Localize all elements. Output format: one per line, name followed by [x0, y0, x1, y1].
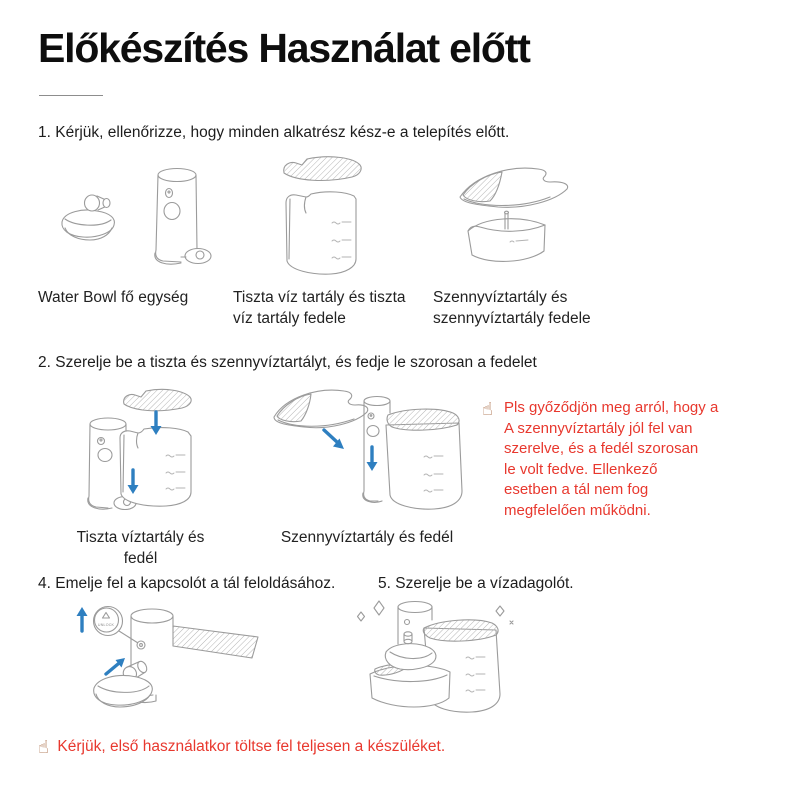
- tower-unit-icon: [155, 169, 211, 265]
- clean-tank-icon: [120, 428, 191, 507]
- sparkle-icon: [358, 601, 385, 621]
- spout-icon: [404, 632, 412, 644]
- unlock-label: UNLOCK: [97, 623, 115, 627]
- small-bowl-icon: [62, 195, 115, 240]
- clean-tank-lid-icon: [284, 157, 361, 181]
- install-waste-tank-illustration: [266, 383, 466, 518]
- bowl-icon: [385, 644, 436, 670]
- unlock-switch-illustration: [46, 596, 296, 738]
- label-waste-tank-set: Szennyvíztartály és szennyvíztartály fedele: [433, 289, 591, 327]
- step-4-text: 4. Emelje fel a kapcsolót a tál feloldásához.: [38, 575, 336, 592]
- waste-tank-lid-icon: [274, 390, 368, 428]
- pointing-up-icon: ☝: [482, 399, 493, 419]
- label-install-clean-tank: Tiszta víztartály és fedél: [76, 529, 205, 567]
- first-use-note: [38, 738, 445, 756]
- waste-tank-lid-icon: [460, 168, 568, 207]
- install-clean-tank-illustration: [78, 384, 213, 516]
- down-arrow-icon: [367, 447, 378, 471]
- warning-text: Pls győződjön meg arról, hogy a A szennyvíztartály jól fel van szerelve, és a fedél szorosan le volt fedve. Ellenkező esetben a tál nem fog megfelelően működni.: [504, 399, 719, 519]
- waste-tank-icon: [468, 211, 545, 261]
- first-use-text: Kérjük, első használatkor töltse fel teljesen a készüléket.: [57, 738, 446, 755]
- page-title: Előkészítés Használat előtt: [38, 25, 530, 71]
- waste-tank-set-illustration: [450, 153, 585, 278]
- diagonal-arrow-icon: [324, 430, 344, 449]
- up-right-arrow-icon: [106, 658, 125, 674]
- clean-tank-set-illustration: [276, 151, 368, 281]
- label-install-waste-tank: Szennyvíztartály és fedél: [280, 529, 454, 546]
- assembled-unit-illustration: [350, 592, 620, 740]
- warning-note: [482, 398, 772, 521]
- clean-tank-lid-icon: [124, 389, 191, 410]
- step-5-text: 5. Szerelje be a vízadagolót.: [378, 575, 574, 592]
- waste-tank-icon: [386, 409, 462, 509]
- label-main-unit: Water Bowl fő egység: [38, 289, 189, 306]
- up-arrow-icon: [77, 607, 88, 631]
- clean-tank-icon: [286, 192, 356, 274]
- title-underline: [39, 95, 103, 96]
- basin-icon: [370, 664, 450, 707]
- pointing-up-icon: ☝: [38, 737, 49, 757]
- step-2-text: 2. Szerelje be a tiszta és szennyvíztartályt, és fedje le szorosan a fedelet: [38, 354, 537, 371]
- sparkle-icon: [496, 606, 513, 624]
- step-1-text: 1. Kérjük, ellenőrizze, hogy minden alkatrész kész-e a telepítés előtt.: [38, 124, 510, 141]
- label-clean-tank-set: Tiszta víz tartály és tiszta víz tartály fedele: [233, 289, 406, 327]
- main-unit-illustration: [55, 162, 220, 274]
